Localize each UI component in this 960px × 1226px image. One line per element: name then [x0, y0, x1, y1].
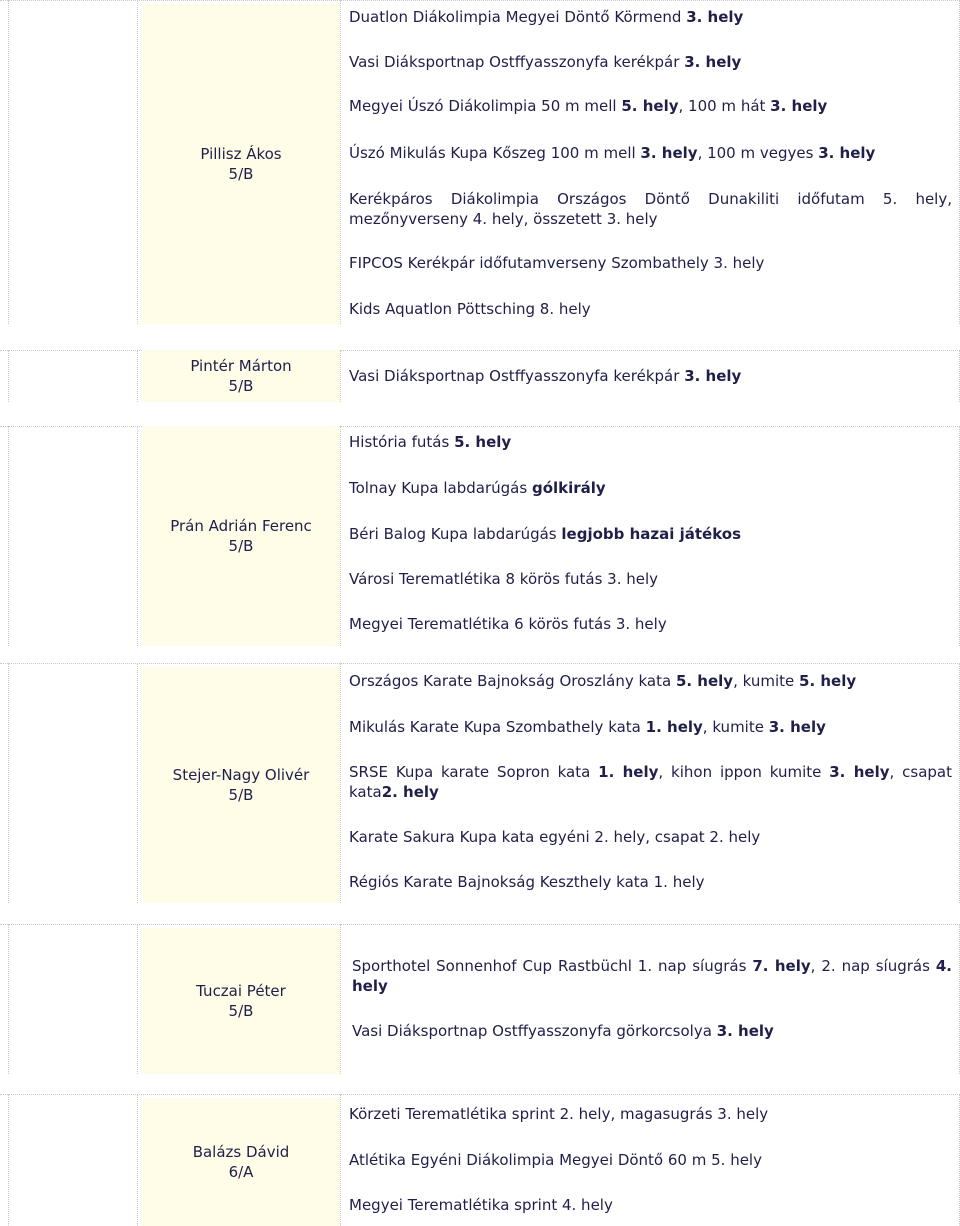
result-text: Vasi Diáksportnap Ostffyasszonyfa kerékpár — [349, 53, 685, 71]
result-line — [349, 366, 952, 386]
result-line — [349, 671, 952, 691]
student-name: Tuczai Péter — [196, 982, 286, 1000]
result-text: Béri Balog Kupa labdarúgás — [349, 525, 562, 543]
student-name: Pillisz Ákos — [200, 145, 282, 163]
result-highlight: 3. hely — [768, 718, 826, 736]
result-text: Megyei Terematlétika sprint 4. hely — [349, 1196, 613, 1214]
result-highlight: 5. hely — [675, 672, 734, 690]
result-line — [349, 299, 952, 319]
student-class: 5/B — [228, 786, 254, 804]
result-line — [349, 189, 952, 229]
result-highlight: 5. hely — [621, 97, 679, 115]
result-highlight: 2. hely — [381, 783, 439, 801]
student-block — [0, 426, 960, 646]
result-line — [349, 478, 952, 498]
result-text: Atlétika Egyéni Diákolimpia Megyei Döntő 60 m 5. hely — [349, 1151, 762, 1169]
result-highlight: 3. hely — [640, 144, 698, 162]
result-line — [349, 1104, 952, 1124]
result-highlight: 5. hely — [454, 433, 512, 451]
student-block — [0, 924, 960, 1074]
result-line — [349, 872, 952, 892]
result-line — [349, 762, 952, 802]
student-name-cell — [142, 350, 340, 402]
result-highlight: 3. hely — [716, 1022, 774, 1040]
result-text: Régiós Karate Bajnokság Keszthely kata 1. hely — [349, 873, 705, 891]
result-highlight: 1. hely — [645, 718, 703, 736]
result-text: História futás — [349, 433, 455, 451]
student-name-cell — [142, 4, 340, 324]
result-highlight: 3. hely — [818, 144, 876, 162]
student-class: 5/B — [228, 537, 254, 555]
result-text: Tolnay Kupa labdarúgás — [349, 479, 532, 497]
result-highlight: gólkirály — [531, 479, 606, 497]
result-highlight: legjobb hazai játékos — [561, 525, 742, 543]
student-class: 5/B — [228, 1002, 254, 1020]
result-line — [349, 1195, 952, 1215]
result-line — [352, 956, 952, 996]
student-class: 6/A — [228, 1163, 254, 1181]
result-text: Vasi Diáksportnap Ostffyasszonyfa görkorcsolya — [352, 1022, 717, 1040]
student-name: Pintér Márton — [190, 357, 292, 375]
result-text: Úszó Mikulás Kupa Kőszeg 100 m mell — [349, 144, 641, 162]
result-text: , csapat kata — [349, 763, 952, 801]
result-line — [349, 569, 952, 589]
result-highlight: 3. hely — [770, 97, 828, 115]
result-text: Sporthotel Sonnenhof Cup Rastbüchl 1. nap síugrás — [352, 957, 753, 975]
student-name-cell — [142, 928, 340, 1074]
result-text: Körzeti Terematlétika sprint 2. hely, magasugrás 3. hely — [349, 1105, 769, 1123]
student-block — [0, 350, 960, 402]
result-line — [349, 143, 952, 163]
student-class: 5/B — [228, 377, 254, 395]
result-line — [349, 7, 952, 27]
result-line — [349, 52, 952, 72]
result-line — [349, 827, 952, 847]
result-text: Országos Karate Bajnokság Oroszlány kata — [349, 672, 676, 690]
result-text: Megyei Úszó Diákolimpia 50 m mell — [349, 97, 622, 115]
result-line — [349, 1150, 952, 1170]
result-highlight: 4. hely — [352, 957, 952, 995]
result-highlight: 7. hely — [752, 957, 811, 975]
result-line — [352, 1021, 955, 1041]
result-text: , 100 m vegyes — [697, 144, 819, 162]
result-line — [349, 96, 952, 116]
result-highlight: 3. hely — [684, 367, 742, 385]
result-line — [349, 432, 952, 452]
student-block — [0, 663, 960, 903]
result-highlight: 3. hely — [829, 763, 890, 781]
result-highlight: 5. hely — [799, 672, 857, 690]
result-highlight: 3. hely — [686, 8, 744, 26]
result-line — [349, 717, 952, 737]
student-class: 5/B — [228, 165, 254, 183]
result-text: FIPCOS Kerékpár időfutamverseny Szombathely 3. hely — [349, 254, 765, 272]
result-text: Városi Terematlétika 8 körös futás 3. hely — [349, 570, 659, 588]
student-name-cell — [142, 1098, 340, 1226]
result-text: , kumite — [702, 718, 769, 736]
student-name: Balázs Dávid — [192, 1143, 290, 1161]
student-block — [0, 1094, 960, 1226]
result-text: Duatlon Diákolimpia Megyei Döntő Körmend — [349, 8, 687, 26]
result-text: , 2. nap síugrás — [810, 957, 936, 975]
result-text: Mikulás Karate Kupa Szombathely kata — [349, 718, 646, 736]
result-text: Karate Sakura Kupa kata egyéni 2. hely, csapat 2. hely — [349, 828, 761, 846]
result-line — [349, 524, 952, 544]
result-highlight: 1. hely — [598, 763, 659, 781]
result-line — [349, 253, 952, 273]
student-block — [0, 0, 960, 324]
result-line — [349, 614, 952, 634]
result-text: , kihon ippon kumite — [658, 763, 830, 781]
result-text: Megyei Terematlétika 6 körös futás 3. hely — [349, 615, 667, 633]
result-text: , 100 m hát — [678, 97, 771, 115]
student-name: Stejer-Nagy Olivér — [172, 766, 310, 784]
result-text: Kids Aquatlon Pöttsching 8. hely — [349, 300, 591, 318]
student-name: Prán Adrián Ferenc — [170, 517, 312, 535]
result-text: SRSE Kupa karate Sopron kata — [349, 763, 599, 781]
result-text: Kerékpáros Diákolimpia Országos Döntő Dunakiliti időfutam 5. hely, mezőnyverseny 4. hely, összetett 3. hely — [349, 190, 952, 228]
student-name-cell — [142, 426, 340, 646]
result-text: Vasi Diáksportnap Ostffyasszonyfa kerékpár — [349, 367, 685, 385]
student-name-cell — [142, 667, 340, 903]
result-text: , kumite — [733, 672, 800, 690]
result-highlight: 3. hely — [684, 53, 742, 71]
